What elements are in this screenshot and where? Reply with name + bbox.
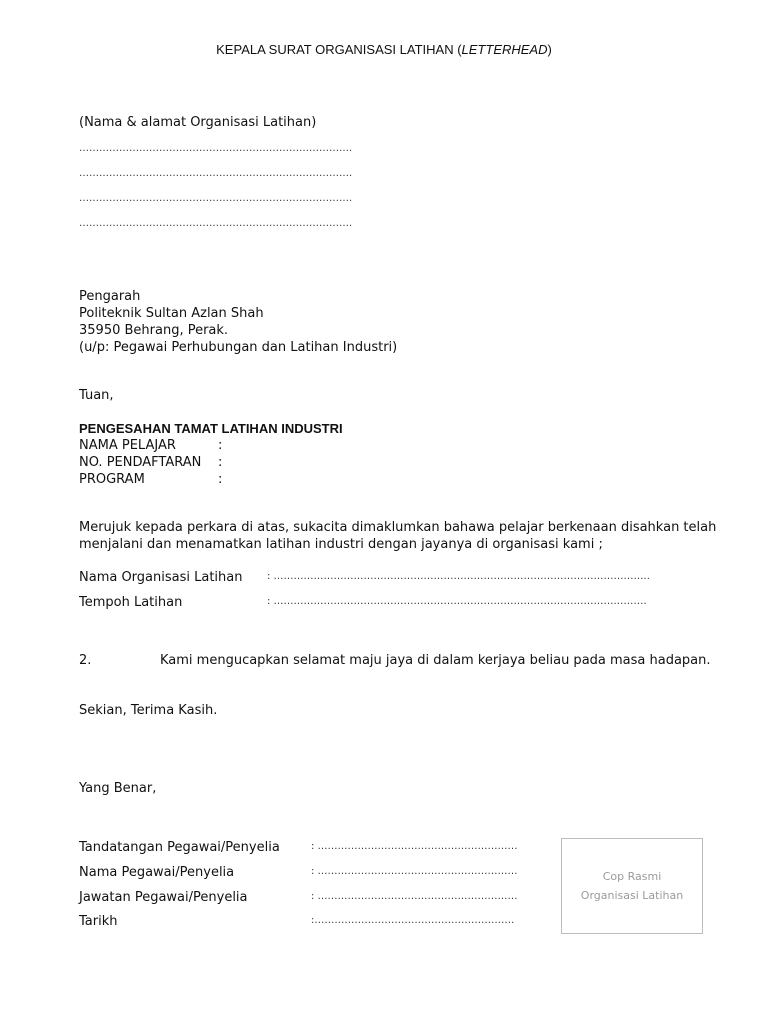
field-colon: : bbox=[218, 455, 223, 470]
recipient-line-2: Politeknik Sultan Azlan Shah bbox=[79, 306, 264, 321]
body-paragraph: Merujuk kepada perkara di atas, sukacita dimaklumkan bahawa pelajar berkenaan disahkan telah menjalani dan menamatkan latihan industri dengan jayanya di organisasi kami ; bbox=[79, 520, 717, 552]
field-label-tandatangan: Tandatangan Pegawai/Penyelia bbox=[79, 840, 280, 855]
recipient-line-4: (u/p: Pegawai Perhubungan dan Latihan Industri) bbox=[79, 340, 398, 355]
recipient-line-3: 35950 Behrang, Perak. bbox=[79, 323, 229, 338]
field-label-jawatan: Jawatan Pegawai/Penyelia bbox=[79, 890, 248, 905]
field-label-tarikh: Tarikh bbox=[79, 914, 118, 929]
paragraph-2-text: Kami mengucapkan selamat maju jaya di dalam kerjaya beliau pada masa hadapan. bbox=[160, 653, 711, 668]
stamp-label-line-1: Cop Rasmi bbox=[602, 870, 662, 883]
field-label-program: PROGRAM bbox=[79, 472, 145, 487]
field-value-jawatan: : …………………………………………………… bbox=[311, 891, 518, 902]
field-label-tempoh-latihan: Tempoh Latihan bbox=[79, 595, 183, 610]
sender-label: (Nama & alamat Organisasi Latihan) bbox=[79, 115, 317, 130]
paragraph-number: 2. bbox=[79, 653, 92, 668]
recipient-line-1: Pengarah bbox=[79, 289, 141, 304]
field-label-nama-organisasi: Nama Organisasi Latihan bbox=[79, 570, 243, 585]
field-label-nama-pelajar: NAMA PELAJAR bbox=[79, 438, 176, 453]
field-colon: : bbox=[218, 438, 223, 453]
salutation: Tuan, bbox=[79, 388, 114, 403]
official-stamp-box bbox=[561, 838, 703, 934]
sign-off: Yang Benar, bbox=[79, 781, 157, 796]
letterhead-title bbox=[0, 42, 768, 57]
title-suffix: ) bbox=[547, 42, 552, 57]
field-value-nama-organisasi: : ………………………………………………………………………………………………….. bbox=[267, 571, 650, 582]
stamp-label-line-2: Organisasi Latihan bbox=[580, 889, 684, 902]
field-label-nama-pegawai: Nama Pegawai/Penyelia bbox=[79, 865, 235, 880]
field-value-tandatangan: : …………………………………………………… bbox=[311, 841, 518, 852]
field-value-tempoh-latihan: : ………………………………………………………………………………………….……… bbox=[267, 596, 647, 607]
sender-line-4: ………………………………………………………………………. bbox=[79, 218, 353, 229]
sender-line-3: ………………………………………………………………………. bbox=[79, 193, 353, 204]
field-label-no-pendaftaran: NO. PENDAFTARAN bbox=[79, 455, 202, 470]
field-value-nama-pegawai: : …………………………………………………… bbox=[311, 866, 518, 877]
title-italic: LETTERHEAD bbox=[461, 42, 548, 57]
closing-line: Sekian, Terima Kasih. bbox=[79, 703, 218, 718]
field-colon: : bbox=[218, 472, 223, 487]
field-value-tarikh: :…………………………………………………… bbox=[311, 915, 515, 926]
title-prefix: KEPALA SURAT ORGANISASI LATIHAN ( bbox=[216, 42, 462, 57]
sender-line-1: ………………………………………………………………………. bbox=[79, 143, 353, 154]
sender-line-2: ………………………………………………………………………. bbox=[79, 168, 353, 179]
subject-heading: PENGESAHAN TAMAT LATIHAN INDUSTRI bbox=[79, 421, 343, 436]
